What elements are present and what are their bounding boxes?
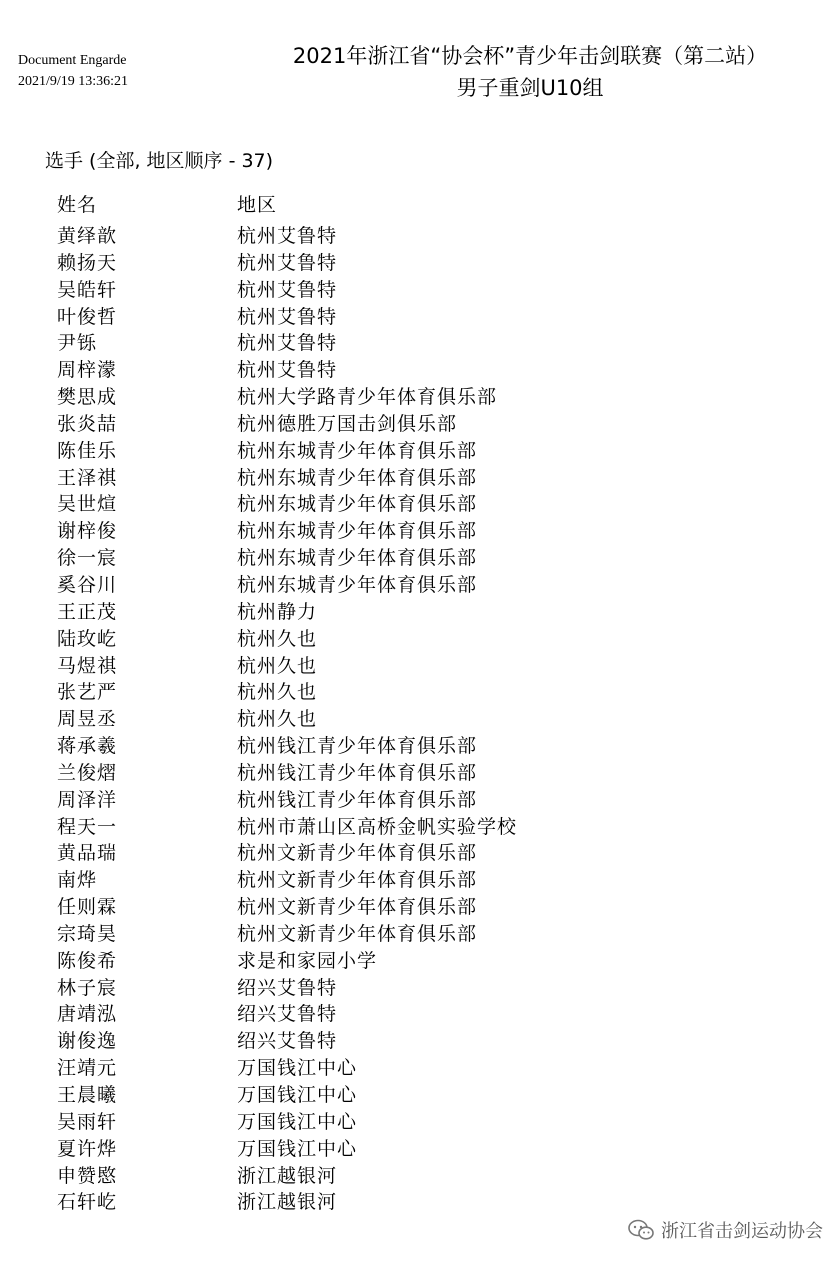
participant-region: 绍兴艾鲁特 bbox=[237, 976, 338, 999]
table-row bbox=[57, 1001, 517, 1028]
table-row bbox=[57, 1189, 517, 1216]
participant-region: 杭州东城青少年体育俱乐部 bbox=[237, 466, 478, 489]
participant-region: 杭州东城青少年体育俱乐部 bbox=[237, 439, 478, 462]
table-row bbox=[57, 787, 517, 814]
participant-region: 杭州东城青少年体育俱乐部 bbox=[237, 493, 478, 516]
participant-region: 杭州东城青少年体育俱乐部 bbox=[237, 573, 478, 596]
participant-name: 兰俊熠 bbox=[57, 761, 118, 784]
table-row bbox=[57, 330, 517, 357]
participant-name: 樊思成 bbox=[57, 386, 118, 409]
table-row bbox=[57, 679, 517, 706]
participant-region: 杭州文新青少年体育俱乐部 bbox=[237, 842, 478, 865]
table-row bbox=[57, 599, 517, 626]
table-row bbox=[57, 814, 517, 841]
participant-name: 周梓濛 bbox=[57, 359, 118, 382]
table-row bbox=[57, 465, 517, 492]
table-row bbox=[57, 975, 517, 1002]
table-row bbox=[57, 384, 517, 411]
participant-region: 杭州钱江青少年体育俱乐部 bbox=[237, 735, 478, 758]
table-row bbox=[57, 572, 517, 599]
table-row bbox=[57, 653, 517, 680]
participant-name: 王泽祺 bbox=[57, 466, 118, 489]
document-title bbox=[230, 40, 830, 104]
participant-region: 杭州久也 bbox=[237, 654, 318, 677]
participant-name: 石轩屹 bbox=[57, 1191, 118, 1214]
participant-region: 杭州艾鲁特 bbox=[237, 359, 338, 382]
participant-name: 夏许烨 bbox=[57, 1137, 118, 1160]
participant-name: 宗琦昊 bbox=[57, 922, 118, 945]
participant-name: 申赞愍 bbox=[57, 1164, 118, 1187]
table-row bbox=[57, 411, 517, 438]
participant-region: 杭州艾鲁特 bbox=[237, 305, 338, 328]
table-row bbox=[57, 1082, 517, 1109]
participant-name: 吴世煊 bbox=[57, 493, 118, 516]
table-row bbox=[57, 760, 517, 787]
table-row bbox=[57, 1055, 517, 1082]
participant-name: 林子宸 bbox=[57, 976, 118, 999]
participant-name: 马煜祺 bbox=[57, 654, 118, 677]
table-row bbox=[57, 250, 517, 277]
document-meta bbox=[18, 50, 128, 92]
table-row bbox=[57, 518, 517, 545]
participant-region: 杭州静力 bbox=[237, 600, 318, 623]
participant-region: 万国钱江中心 bbox=[237, 1137, 358, 1160]
app-name: Document Engarde bbox=[18, 53, 127, 68]
column-header-region: 地区 bbox=[237, 194, 278, 216]
participant-region: 杭州大学路青少年体育俱乐部 bbox=[237, 386, 498, 409]
title-line-1: 2021年浙江省“协会杯”青少年击剑联赛（第二站） bbox=[292, 44, 768, 68]
watermark bbox=[627, 1217, 823, 1243]
table-row bbox=[57, 867, 517, 894]
section-heading: 选手 (全部, 地区顺序 - 37) bbox=[45, 150, 274, 172]
participant-name: 吴雨轩 bbox=[57, 1110, 118, 1133]
participant-region: 浙江越银河 bbox=[237, 1191, 338, 1214]
participant-region: 绍兴艾鲁特 bbox=[237, 1003, 338, 1026]
participant-region: 杭州文新青少年体育俱乐部 bbox=[237, 869, 478, 892]
participant-region: 杭州文新青少年体育俱乐部 bbox=[237, 896, 478, 919]
participant-name: 赖扬天 bbox=[57, 251, 118, 274]
table-row bbox=[57, 223, 517, 250]
table-row bbox=[57, 491, 517, 518]
participant-name: 唐靖泓 bbox=[57, 1003, 118, 1026]
participant-name: 奚谷川 bbox=[57, 573, 118, 596]
watermark-text: 浙江省击剑运动协会 bbox=[661, 1221, 823, 1242]
wechat-icon bbox=[627, 1218, 655, 1242]
participant-region: 杭州久也 bbox=[237, 681, 318, 704]
participant-name: 陈佳乐 bbox=[57, 439, 118, 462]
participant-region: 杭州艾鲁特 bbox=[237, 278, 338, 301]
table-row bbox=[57, 1163, 517, 1190]
table-row bbox=[57, 921, 517, 948]
participant-name: 南烨 bbox=[57, 869, 98, 892]
participant-name: 陈俊希 bbox=[57, 949, 118, 972]
participant-name: 周昱丞 bbox=[57, 708, 118, 731]
participant-name: 徐一宸 bbox=[57, 547, 118, 570]
title-line-2: 男子重剑U10组 bbox=[456, 76, 604, 100]
participant-region: 杭州艾鲁特 bbox=[237, 332, 338, 355]
participant-region: 杭州钱江青少年体育俱乐部 bbox=[237, 761, 478, 784]
table-row bbox=[57, 1136, 517, 1163]
participant-name: 王正茂 bbox=[57, 600, 118, 623]
table-header-row bbox=[57, 190, 517, 220]
table-row bbox=[57, 733, 517, 760]
participant-name: 黄绎歆 bbox=[57, 225, 118, 247]
participant-name: 黄品瑞 bbox=[57, 842, 118, 865]
participant-region: 杭州东城青少年体育俱乐部 bbox=[237, 547, 478, 570]
participant-region: 杭州东城青少年体育俱乐部 bbox=[237, 520, 478, 543]
participant-name: 张艺严 bbox=[57, 681, 118, 704]
participant-region: 杭州德胜万国击剑俱乐部 bbox=[237, 412, 458, 435]
table-row bbox=[57, 840, 517, 867]
participant-region: 万国钱江中心 bbox=[237, 1110, 358, 1133]
participant-region: 万国钱江中心 bbox=[237, 1057, 358, 1080]
table-row bbox=[57, 626, 517, 653]
participant-region: 杭州久也 bbox=[237, 627, 318, 650]
table-row bbox=[57, 357, 517, 384]
participant-name: 尹铄 bbox=[57, 332, 98, 355]
participant-name: 蒋承羲 bbox=[57, 735, 118, 758]
participant-region: 杭州艾鲁特 bbox=[237, 251, 338, 274]
table-row bbox=[57, 948, 517, 975]
participant-region: 杭州市萧山区高桥金帆实验学校 bbox=[237, 815, 518, 838]
participant-name: 程天一 bbox=[57, 815, 118, 838]
table-row bbox=[57, 277, 517, 304]
participants-table bbox=[57, 190, 517, 1216]
participant-name: 王晨曦 bbox=[57, 1084, 118, 1106]
participant-region: 杭州钱江青少年体育俱乐部 bbox=[237, 788, 478, 811]
table-row bbox=[57, 1109, 517, 1136]
participant-name: 陆玫屹 bbox=[57, 627, 118, 650]
table-row bbox=[57, 438, 517, 465]
column-header-name: 姓名 bbox=[57, 194, 98, 216]
table-row bbox=[57, 706, 517, 733]
table-row bbox=[57, 1028, 517, 1055]
participant-name: 叶俊哲 bbox=[57, 305, 118, 328]
participant-name: 任则霖 bbox=[57, 896, 118, 919]
participant-region: 杭州艾鲁特 bbox=[237, 225, 338, 247]
participant-name: 吴皓轩 bbox=[57, 278, 118, 301]
table-row bbox=[57, 304, 517, 331]
participant-region: 绍兴艾鲁特 bbox=[237, 1030, 338, 1053]
document-datetime: 2021/9/19 13:36:21 bbox=[18, 74, 129, 89]
participant-name: 张炎喆 bbox=[57, 412, 118, 435]
participant-region: 万国钱江中心 bbox=[237, 1084, 358, 1106]
participant-region: 杭州文新青少年体育俱乐部 bbox=[237, 922, 478, 945]
participant-region: 求是和家园小学 bbox=[237, 949, 378, 972]
participant-name: 谢梓俊 bbox=[57, 520, 118, 543]
participant-name: 谢俊逸 bbox=[57, 1030, 118, 1053]
participant-name: 周泽洋 bbox=[57, 788, 118, 811]
table-row bbox=[57, 545, 517, 572]
table-row bbox=[57, 894, 517, 921]
participant-region: 浙江越银河 bbox=[237, 1164, 338, 1187]
participant-name: 汪靖元 bbox=[57, 1057, 118, 1080]
participant-region: 杭州久也 bbox=[237, 708, 318, 731]
